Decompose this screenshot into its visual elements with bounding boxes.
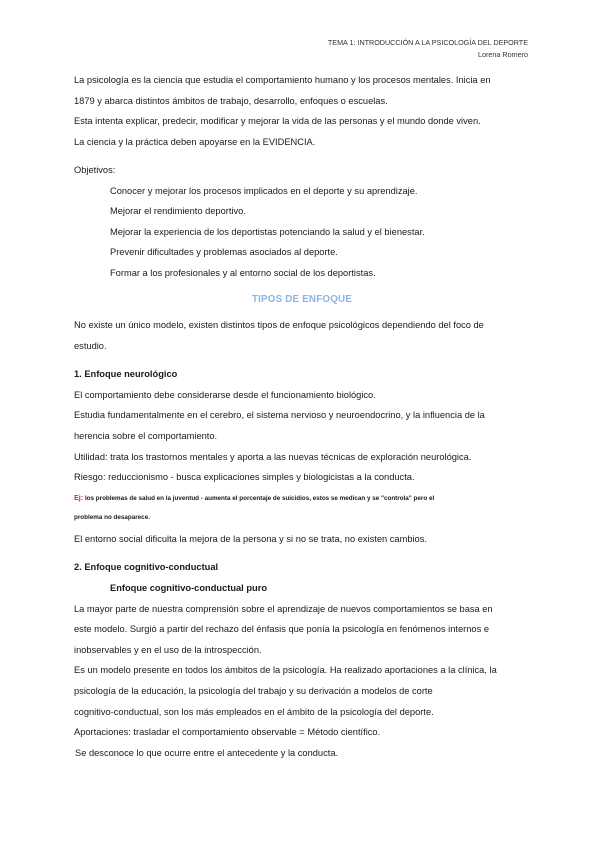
intro-line: La ciencia y la práctica deben apoyarse en la EVIDENCIA. [74,136,316,147]
list-item: Mejorar el rendimiento deportivo. [110,206,246,217]
header-author: Lorena Romero [478,50,528,59]
header-title: TEMA 1: INTRODUCCIÓN A LA PSICOLOGÍA DEL DEPORTE [327,38,528,47]
section-intro-line: estudio. [74,340,107,351]
paragraph-line: Aportaciones: trasladar el comportamiento observable = Método científico. [74,727,381,738]
example-label: Ej: [74,492,84,502]
example-text: problema no desaparece. [74,513,150,521]
page-header [328,37,528,61]
intro-line: 1879 y abarca distintos ámbitos de trabajo, desarrollo, enfoques o escuelas. [74,95,388,106]
heading-cognitivo: 2. Enfoque cognitivo-conductual [74,562,219,573]
paragraph-line: El comportamiento debe considerarse desde el funcionamiento biológico. [74,389,376,400]
objetivos-title: Objetivos: [74,165,116,176]
list-item: Mejorar la experiencia de los deportistas potenciando la salud y el bienestar. [110,226,425,237]
list-item: Prevenir dificultades y problemas asociados al deporte. [110,247,338,258]
example-text: los problemas de salud en la juventud - aumenta el porcentaje de suicidios, estos se medican y se "controla" pero el [84,494,435,502]
paragraph-line: Es un modelo presente en todos los ámbitos de la psicología. Ha realizado aportaciones a la clínica, la [74,665,497,676]
list-item: Conocer y mejorar los procesos implicados en el deporte y su aprendizaje. [110,185,418,196]
list-item: Formar a los profesionales y al entorno social de los deportistas. [110,267,376,278]
example-line [74,508,530,527]
paragraph-line: La mayor parte de nuestra comprensión sobre el aprendizaje de nuevos comportamientos se basa en [74,603,493,614]
paragraph-line: El entorno social dificulta la mejora de la persona y si no se trata, no existen cambios. [74,533,427,544]
paragraph-line: psicología de la educación, la psicología del trabajo y su derivación a modelos de corte [74,685,433,696]
paragraph-line: este modelo. Surgió a partir del rechazo del énfasis que ponía la psicología en fenómenos internos e [74,624,490,635]
paragraph-line: cognitivo-conductual, son los más empleados en el ámbito de la psicología del deporte. [74,706,434,717]
paragraph-line: Estudia fundamentalmente en el cerebro, el sistema nervioso y neuroendocrino, y la influencia de la [74,410,485,421]
heading-neurologico: 1. Enfoque neurológico [74,369,178,380]
section-title: TIPOS DE ENFOQUE [251,294,353,305]
objetivos-list [74,181,530,283]
paragraph-line: inobservables y en el uso de la introspección. [74,644,262,655]
intro-line: Esta intenta explicar, predecir, modificar y mejorar la vida de las personas y el mundo donde viven. [74,116,481,127]
document-body [74,70,530,763]
subheading-cognitivo-puro: Enfoque cognitivo-conductual puro [110,582,268,593]
paragraph-line: herencia sobre el comportamiento. [74,430,218,441]
paragraph-line: Se desconoce lo que ocurre entre el antecedente y la conducta. [75,747,339,758]
section-intro-line: No existe un único modelo, existen distintos tipos de enfoque psicológicos dependiendo del foco de [74,320,484,330]
paragraph-line: Utilidad: trata los trastornos mentales y aporta a las nuevas técnicas de exploración neurológica. [74,451,472,462]
paragraph-line: Riesgo: reduccionismo - busca explicaciones simples y biologicistas a la conducta. [74,472,415,483]
example-line [74,488,530,508]
intro-line: La psicología es la ciencia que estudia el comportamiento humano y los procesos mentales. Inicia en [74,75,491,85]
